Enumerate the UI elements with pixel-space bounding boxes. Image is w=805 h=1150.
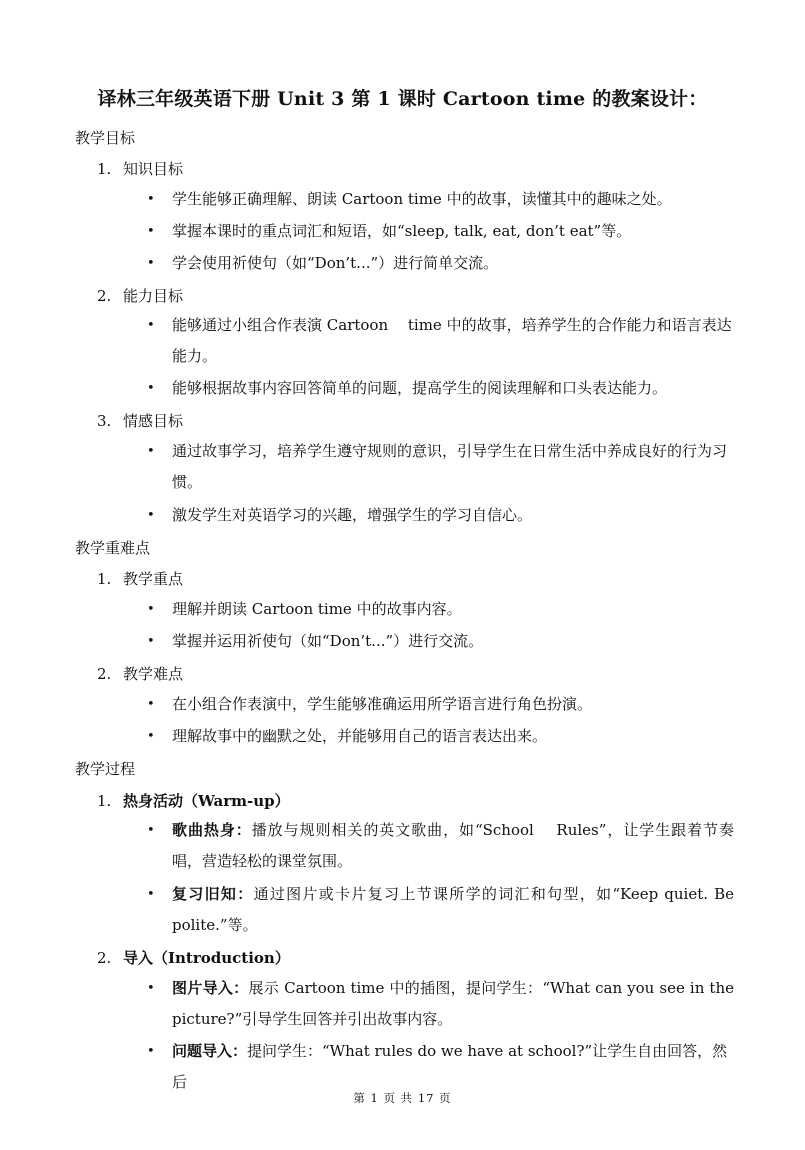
subheading-ability <box>97 285 183 306</box>
bullet-icon: • <box>147 697 155 712</box>
subheading-difficult <box>97 663 183 684</box>
bullet-icon: • <box>147 1044 155 1059</box>
subheading-number: 2. <box>97 287 112 305</box>
subheading-label: 导入（Introduction） <box>123 949 290 967</box>
bullet-icon: • <box>147 444 155 459</box>
list-item: • 激发学生对英语学习的兴趣，增强学生的学习自信心。 <box>172 500 734 531</box>
subheading-key <box>97 568 183 589</box>
subheading-number: 2. <box>97 949 112 967</box>
subheading-label: 情感目标 <box>123 412 184 430</box>
bullet-icon: • <box>147 981 155 996</box>
subheading-emotion <box>97 410 183 431</box>
bullet-icon: • <box>147 887 155 902</box>
subheading-number: 1. <box>97 792 112 810</box>
subheading-number: 1. <box>97 160 112 178</box>
list-item: • 通过故事学习，培养学生遵守规则的意识，引导学生在日常生活中养成良好的行为习惯。 <box>172 436 734 498</box>
list-item: • 问题导入：提问学生：“What rules do we have at school?”让学生自由回答，然后 <box>172 1036 734 1098</box>
subheading-number: 1. <box>97 570 112 588</box>
list-item: • 能够根据故事内容回答简单的问题，提高学生的阅读理解和口头表达能力。 <box>172 373 734 404</box>
bullet-icon: • <box>147 823 155 838</box>
list-item: • 理解并朗读 Cartoon time 中的故事内容。 <box>172 594 734 625</box>
subheading-number: 2. <box>97 665 112 683</box>
subheading-introduction <box>97 947 290 968</box>
list-item: • 学会使用祈使句（如“Don’t...”）进行简单交流。 <box>172 248 734 279</box>
bullet-icon: • <box>147 224 155 239</box>
bullet-icon: • <box>147 256 155 271</box>
list-item: • 理解故事中的幽默之处，并能够用自己的语言表达出来。 <box>172 721 734 752</box>
subheading-label: 热身活动（Warm-up） <box>123 792 290 810</box>
subheading-label: 能力目标 <box>123 287 184 305</box>
subheading-label: 教学重点 <box>123 570 184 588</box>
bullet-icon: • <box>147 381 155 396</box>
subheading-label: 知识目标 <box>123 160 184 178</box>
bullet-icon: • <box>147 318 155 333</box>
list-item: • 掌握并运用祈使句（如“Don’t...”）进行交流。 <box>172 626 734 657</box>
bullet-icon: • <box>147 634 155 649</box>
section-heading-process: 教学过程 <box>75 760 136 778</box>
list-item: • 能够通过小组合作表演 Cartoon time 中的故事，培养学生的合作能力和语言表达能力。 <box>172 310 734 372</box>
page-title: 译林三年级英语下册 Unit 3 第 1 课时 Cartoon time 的教案设计： <box>97 88 708 110</box>
subheading-warmup <box>97 790 290 811</box>
page-footer: 第 1 页 共 17 页 <box>353 1091 452 1105</box>
subheading-knowledge <box>97 158 183 179</box>
list-item: • 学生能够正确理解、朗读 Cartoon time 中的故事，读懂其中的趣味之处。 <box>172 184 734 215</box>
bullet-icon: • <box>147 729 155 744</box>
bullet-icon: • <box>147 602 155 617</box>
section-heading-keypoints: 教学重难点 <box>75 539 151 557</box>
subheading-number: 3. <box>97 412 112 430</box>
list-item: • 在小组合作表演中，学生能够准确运用所学语言进行角色扮演。 <box>172 689 734 720</box>
subheading-label: 教学难点 <box>123 665 184 683</box>
list-item: • 复习旧知：通过图片或卡片复习上节课所学的词汇和句型，如“Keep quiet. Be polite.”等。 <box>172 879 734 941</box>
list-item: • 歌曲热身：播放与规则相关的英文歌曲，如“School Rules”，让学生跟着节奏唱，营造轻松的课堂氛围。 <box>172 815 734 877</box>
bullet-icon: • <box>147 508 155 523</box>
section-heading-objectives: 教学目标 <box>75 129 136 147</box>
list-item: • 图片导入：展示 Cartoon time 中的插图，提问学生：“What can you see in the picture?”引导学生回答并引出故事内容。 <box>172 973 734 1035</box>
bullet-icon: • <box>147 192 155 207</box>
list-item: • 掌握本课时的重点词汇和短语，如“sleep, talk, eat, don’t eat”等。 <box>172 216 734 247</box>
